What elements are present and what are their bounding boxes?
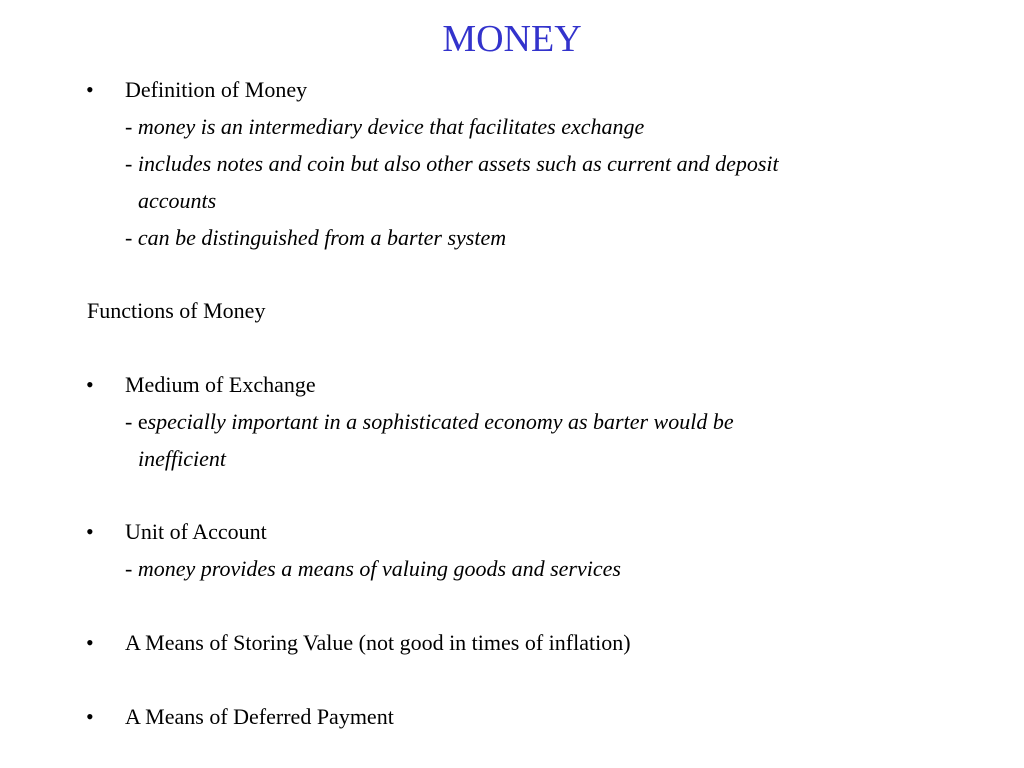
definition-sub-3-text: can be distinguished from a barter system [137,225,507,250]
bullet-deferred: • [86,704,94,729]
definition-sub-3 [125,225,506,251]
definition-sub-1 [125,114,644,140]
definition-sub-2-dash: - [125,151,138,176]
definition-sub-2-text: includes notes and coin but also other assets such as current and deposit [137,151,779,176]
storing-heading: A Means of Storing Value (not good in times of inflation) [125,630,631,655]
medium-sub-text: specially important in a sophisticated economy as barter would be [147,409,734,434]
medium-sub-cont: inefficient [138,446,226,471]
unit-heading: Unit of Account [125,519,267,544]
medium-sub-dash: - e [125,409,148,434]
bullet-definition: • [86,77,94,102]
unit-sub [125,556,621,582]
bullet-storing: • [86,630,94,655]
functions-heading: Functions of Money [87,298,266,323]
medium-sub [125,409,734,435]
bullet-unit: • [86,519,94,544]
definition-sub-3-dash: - [125,225,138,250]
deferred-heading: A Means of Deferred Payment [125,704,394,729]
slide-title: MONEY [442,18,582,60]
definition-sub-2 [125,151,779,177]
unit-sub-dash: - [125,556,138,581]
bullet-medium: • [86,372,94,397]
unit-sub-text: money provides a means of valuing goods and services [137,556,621,581]
medium-heading: Medium of Exchange [125,372,316,397]
definition-sub-1-text: money is an intermediary device that facilitates exchange [137,114,645,139]
definition-sub-1-dash: - [125,114,138,139]
definition-heading: Definition of Money [125,77,308,102]
definition-sub-2-cont: accounts [138,188,217,213]
